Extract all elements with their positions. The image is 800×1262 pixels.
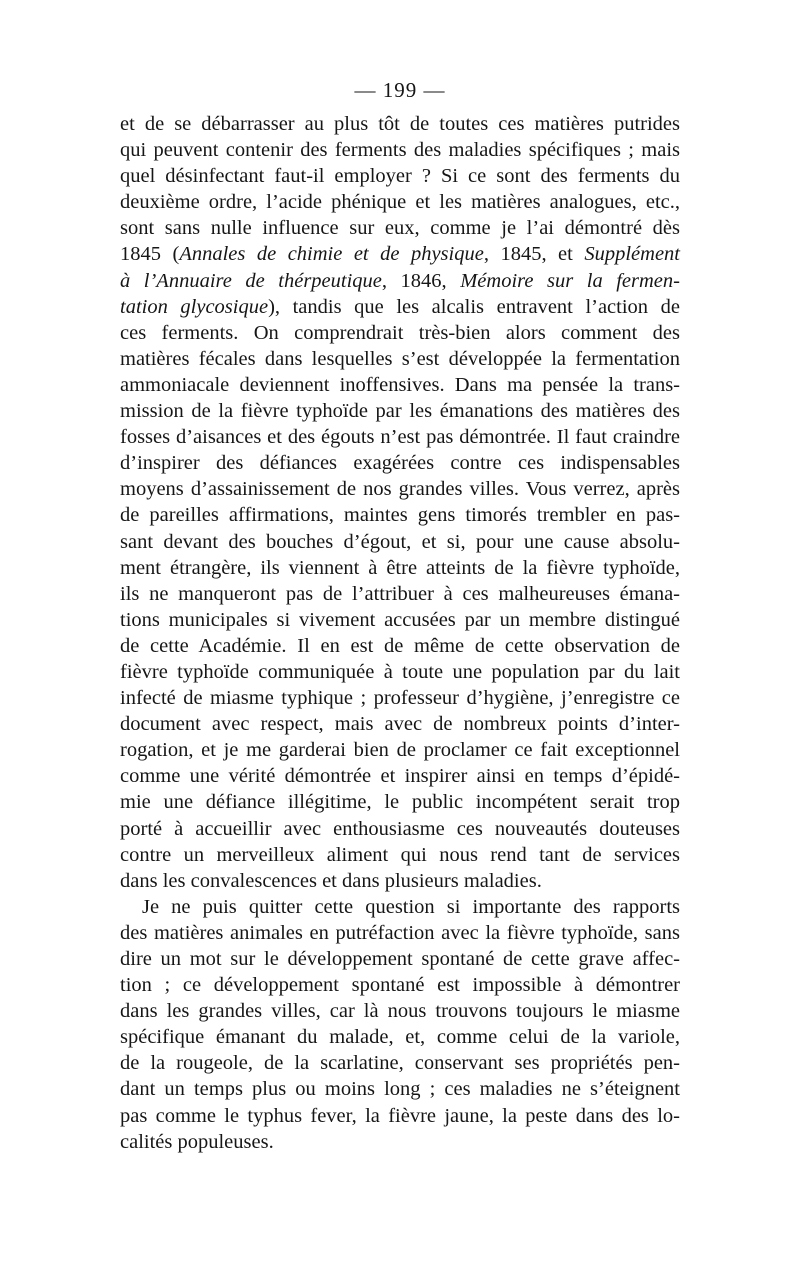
text-line: mission de la fièvre typhoïde par les émanations des matières des <box>120 400 680 423</box>
text-line: fièvre typhoïde communiquée à toute une population par du lait <box>120 660 680 683</box>
text-line: de la rougeole, de la scarlatine, conservant ses propriétés pen- <box>120 1052 680 1075</box>
text-line: comme une vérité démontrée et inspirer ainsi en temps d’épidé- <box>120 765 680 788</box>
text-line: Je ne puis quitter cette question si importante des rapports <box>142 895 680 918</box>
text-line: à l’Annuaire de thérpeutique, 1846, Mémoire sur la fermen- <box>120 269 680 292</box>
text-line: calités populeuses. <box>120 1130 274 1153</box>
text-line: dans les convalescences et dans plusieurs maladies. <box>120 869 542 892</box>
text-line: fosses d’aisances et des égouts n’est pas démontrée. Il faut craindre <box>120 426 680 449</box>
paragraph-2 <box>120 894 680 1155</box>
text-line: et de se débarrasser au plus tôt de toutes ces matières putrides <box>120 113 680 135</box>
text-line: mie une défiance illégitime, le public incompétent serait trop <box>120 791 680 814</box>
paragraph-1 <box>120 111 680 894</box>
text-line: moyens d’assainissement de nos grandes villes. Vous verrez, après <box>120 478 680 501</box>
text-line: porté à accueillir avec enthousiasme ces nouveautés douteuses <box>120 817 680 840</box>
text-line: quel désinfectant faut-il employer ? Si ce sont des ferments du <box>120 165 680 188</box>
text-line: tation glycosique), tandis que les alcalis entravent l’action de <box>120 295 680 318</box>
text-line: infecté de miasme typhique ; professeur d’hygiène, j’enregistre ce <box>120 687 680 710</box>
text-line: spécifique émanant du malade, et, comme celui de la variole, <box>120 1026 680 1049</box>
text-line: contre un merveilleux aliment qui nous rend tant de services <box>120 843 680 866</box>
text-line: dant un temps plus ou moins long ; ces maladies ne s’éteignent <box>120 1078 680 1101</box>
text-line: dans les grandes villes, car là nous trouvons toujours le miasme <box>120 1000 680 1023</box>
text-line: des matières animales en putréfaction avec la fièvre typhoïde, sans <box>120 921 680 944</box>
text-line: deuxième ordre, l’acide phénique et les matières analogues, etc., <box>120 191 680 214</box>
text-line: ces ferments. On comprendrait très-bien alors comment des <box>120 321 680 344</box>
text-line: ils ne manqueront pas de l’attribuer à ces malheureuses émana- <box>120 582 680 605</box>
text-line: pas comme le typhus fever, la fièvre jaune, la peste dans des lo- <box>120 1104 680 1127</box>
text-line: sont sans nulle influence sur eux, comme je l’ai démontré dès <box>120 217 680 240</box>
page-number: — 199 — <box>354 78 446 102</box>
text-line: tion ; ce développement spontané est impossible à démontrer <box>120 974 680 997</box>
text-line: de cette Académie. Il en est de même de cette observation de <box>120 634 680 657</box>
book-page <box>120 78 680 1155</box>
text-line: matières fécales dans lesquelles s’est développée la fermentation <box>120 347 680 370</box>
text-line: dire un mot sur le développement spontané de cette grave affec- <box>120 948 680 970</box>
text-line: 1845 (Annales de chimie et de physique, 1845, et Supplément <box>120 243 680 266</box>
text-line: document avec respect, mais avec de nombreux points d’inter- <box>120 713 680 736</box>
text-line: tions municipales si vivement accusées par un membre distingué <box>120 608 680 631</box>
text-line: ammoniacale deviennent inoffensives. Dans ma pensée la trans- <box>120 373 680 396</box>
text-line: de pareilles affirmations, maintes gens timorés trembler en pas- <box>120 504 680 527</box>
text-line: qui peuvent contenir des ferments des maladies spécifiques ; mais <box>120 139 680 162</box>
text-line: ment étrangère, ils viennent à être atteints de la fièvre typhoïde, <box>120 556 680 579</box>
text-line: rogation, et je me garderai bien de proclamer ce fait exceptionnel <box>120 739 680 762</box>
text-line: d’inspirer des défiances exagérées contre ces indispensables <box>120 452 680 475</box>
text-line: sant devant des bouches d’égout, et si, pour une cause absolu- <box>120 530 680 553</box>
